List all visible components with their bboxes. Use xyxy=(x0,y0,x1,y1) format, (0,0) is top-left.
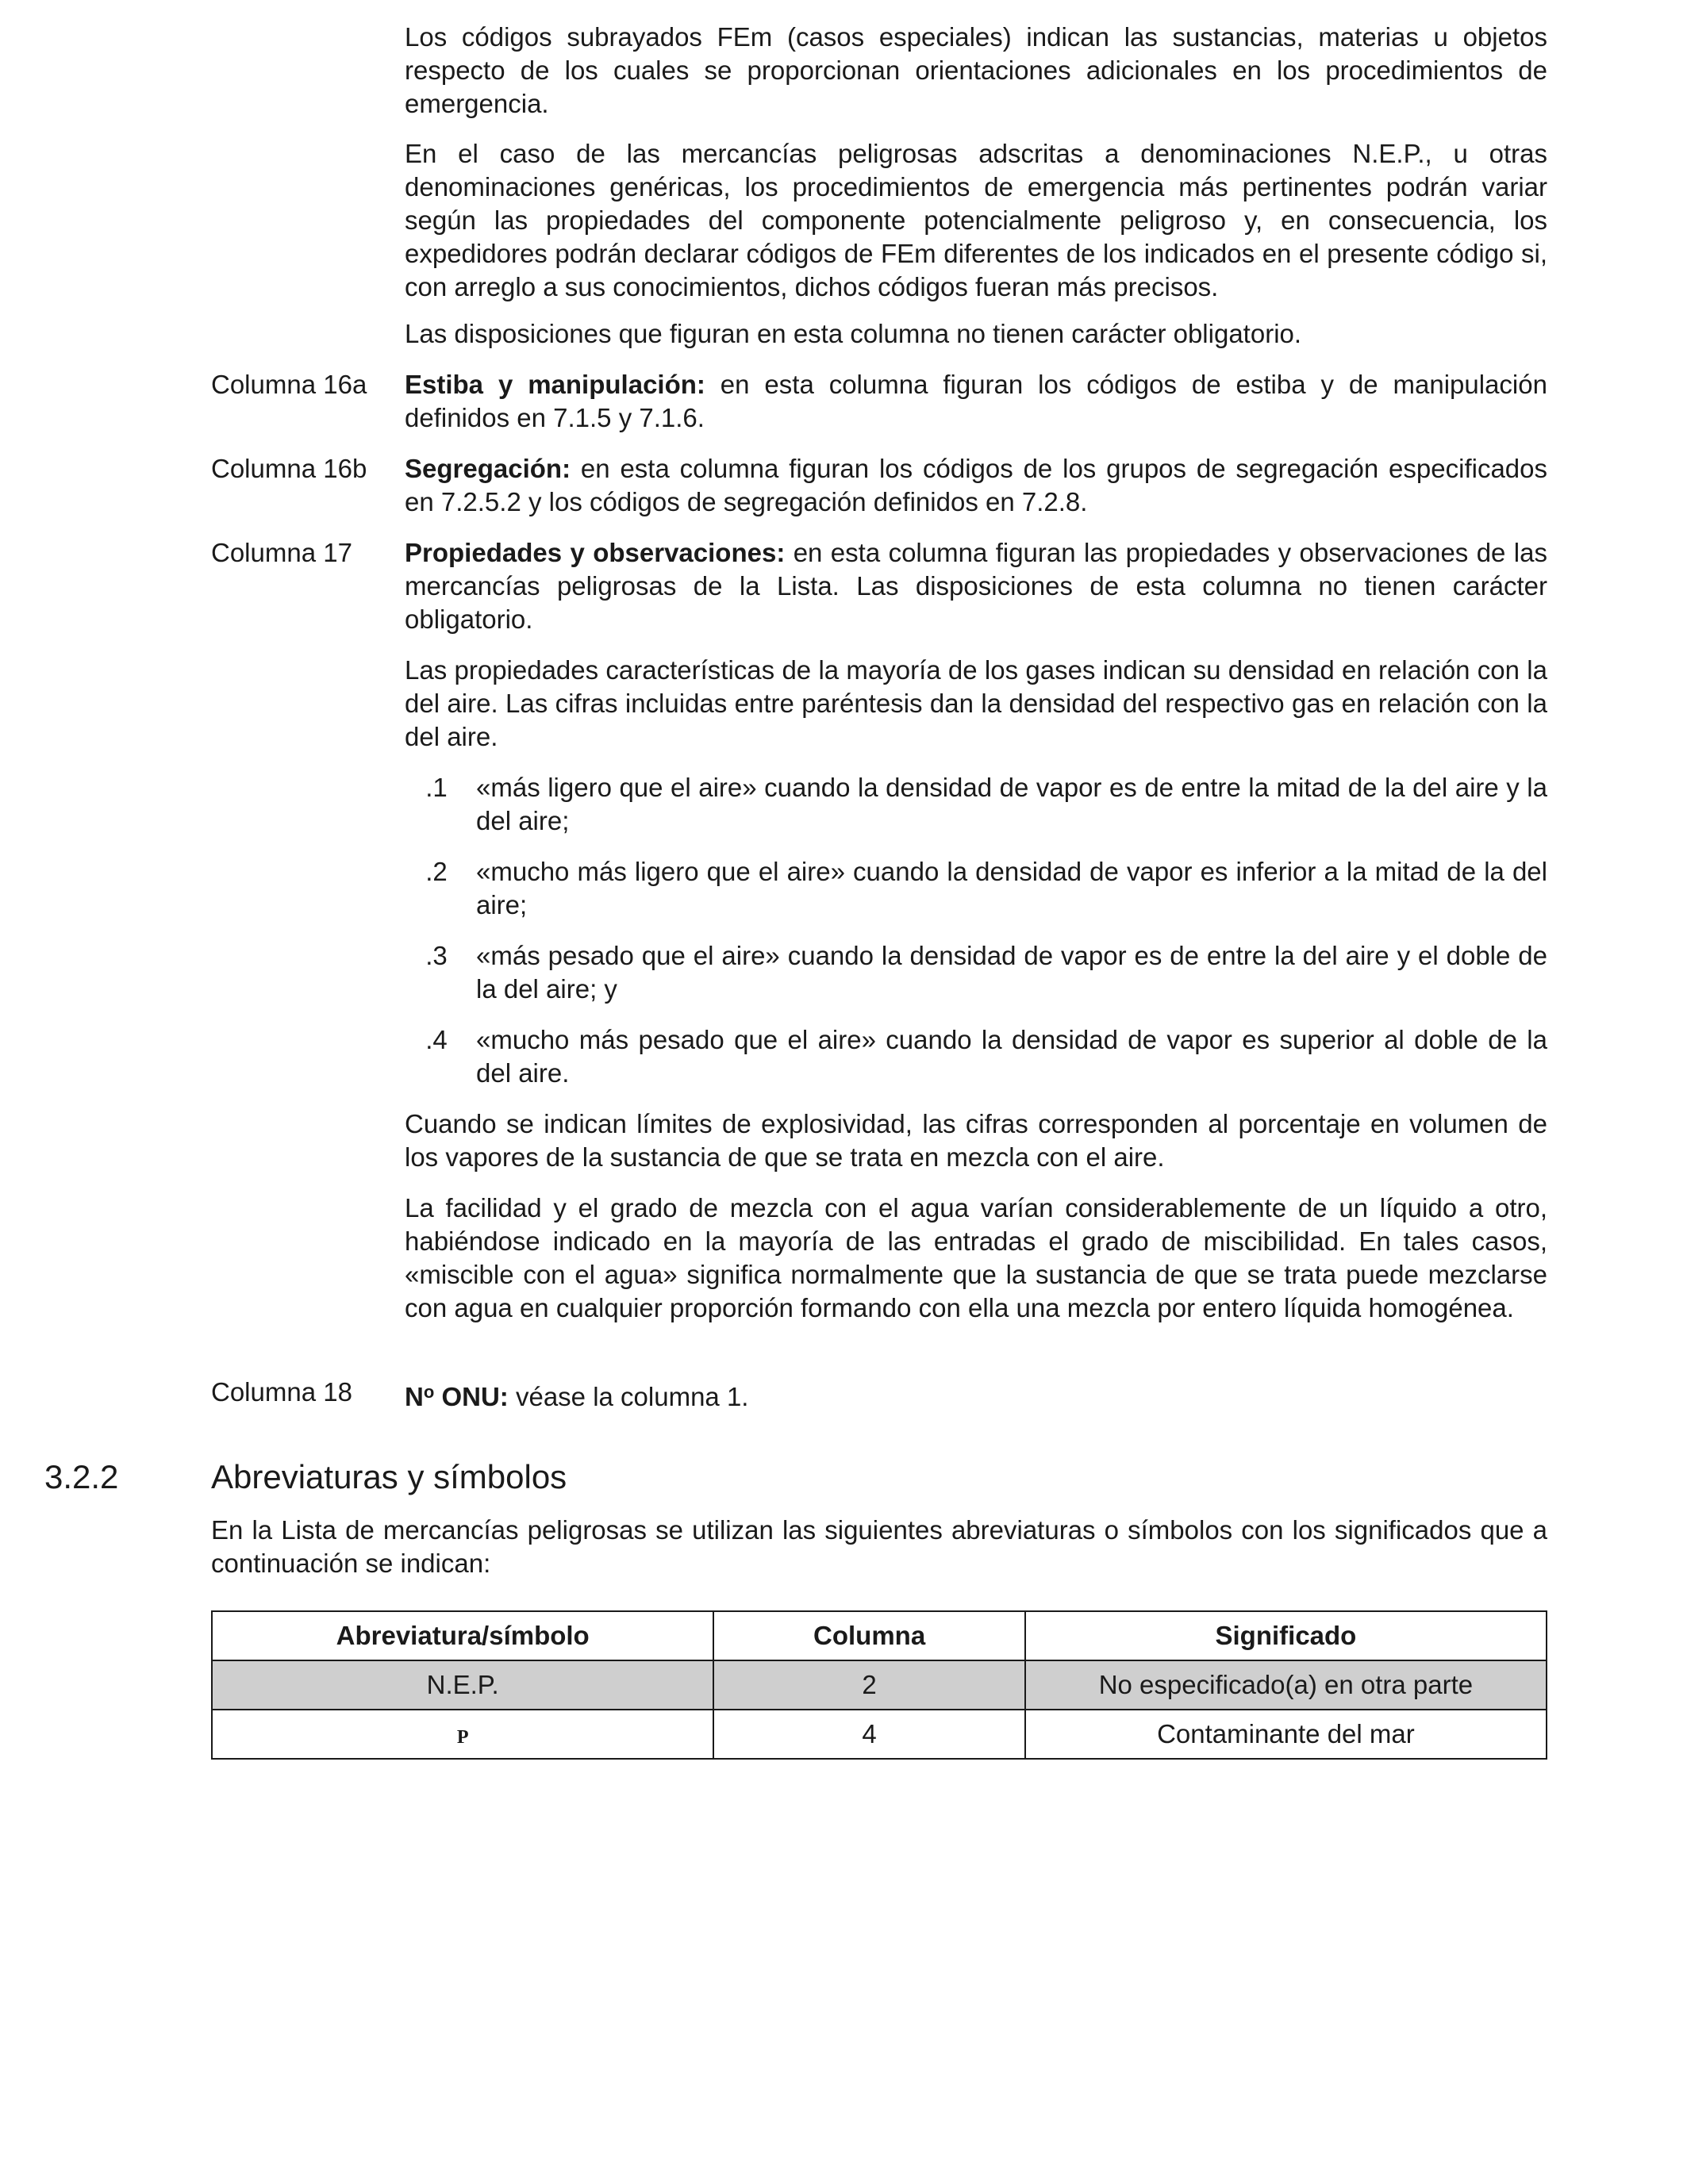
list-text: «más ligero que el aire» cuando la densidad de vapor es de entre la mitad de la del aire y la del aire; xyxy=(476,773,1547,835)
column-16b-label: Columna 16b xyxy=(211,454,367,483)
column-16b-description xyxy=(405,452,1547,519)
column-16a-term: Estiba y manipulación: xyxy=(405,370,705,399)
cell-meaning: No especificado(a) en otra parte xyxy=(1025,1660,1547,1710)
miscibility-paragraph: La facilidad y el grado de mezcla con el agua varían considerablemente de un líquido a otro, habiéndose indicado en la mayoría de las entradas el grado de miscibilidad. En tales casos, «miscible con el agua» significa normalmente que la sustancia de que se trata puede mezclarse con agua en cualquier proporción formando con ella una mezcla por entero líquida homogénea. xyxy=(405,1193,1547,1322)
fem-underlined-paragraph: Los códigos subrayados FEm (casos especiales) indican las sustancias, materias u objetos respecto de los cuales se proporcionan orientaciones adicionales en los procedimientos de emergencia. xyxy=(405,22,1547,118)
list-text: «mucho más ligero que el aire» cuando la densidad de vapor es inferior a la mitad de la del aire; xyxy=(476,857,1547,919)
section-intro: En la Lista de mercancías peligrosas se utilizan las siguientes abreviaturas o símbolos con los significados que a continuación se indican: xyxy=(211,1515,1547,1578)
column-17-text: en esta columna figuran las propiedades y observaciones de las mercancías peligrosas de la Lista. Las disposiciones de esta columna no tienen carácter obligatorio. xyxy=(405,538,1547,634)
column-18-label: Columna 18 xyxy=(211,1377,352,1407)
column-16a-label: Columna 16a xyxy=(211,370,367,399)
marine-pollutant-symbol: P xyxy=(456,1727,469,1748)
column-17-label: Columna 17 xyxy=(211,538,352,567)
column-17-term: Propiedades y observaciones: xyxy=(405,538,786,567)
column-18-term: $N^o$ ONU: xyxy=(405,1382,509,1411)
list-number: .4 xyxy=(425,1025,448,1054)
list-text: «mucho más pesado que el aire» cuando la densidad de vapor es superior al doble de la del aire. xyxy=(476,1025,1547,1088)
header-abbreviation: Abreviatura/símbolo xyxy=(212,1611,713,1660)
list-number: .2 xyxy=(425,857,448,886)
column-18-text: véase la columna 1. xyxy=(508,1382,749,1411)
column-18-description xyxy=(405,1376,1547,1414)
column-16b-term: Segregación: xyxy=(405,454,571,483)
list-text: «más pesado que el aire» cuando la densidad de vapor es de entre la del aire y el doble de la del aire; y xyxy=(476,941,1547,1004)
section-number: 3.2.2 xyxy=(44,1458,119,1495)
table-header-row xyxy=(212,1611,1547,1660)
gases-paragraph: Las propiedades características de la mayoría de los gases indican su densidad en relación con la del aire. Las cifras incluidas entre paréntesis dan la densidad del respectivo gas en relación con la del aire. xyxy=(405,655,1547,751)
list-number: .3 xyxy=(425,941,448,970)
table-row xyxy=(212,1660,1547,1710)
column-17-description xyxy=(405,536,1547,636)
column-16a-text: en esta columna figuran los códigos de estiba y de manipulación definidos en 7.1.5 y 7.1.6. xyxy=(405,370,1547,432)
cell-column: 4 xyxy=(713,1710,1024,1759)
fem-not-mandatory-paragraph: Las disposiciones que figuran en esta columna no tienen carácter obligatorio. xyxy=(405,319,1302,348)
table-row xyxy=(212,1710,1547,1759)
section-title: Abreviaturas y símbolos xyxy=(211,1458,567,1495)
fem-nep-paragraph: En el caso de las mercancías peligrosas adscritas a denominaciones N.E.P., u otras denominaciones genéricas, los procedimientos de emergencia más pertinentes podrán variar según las propiedades del componente potencialmente peligroso y, en consecuencia, los expedidores podrán declarar códigos de FEm diferentes de los indicados en el presente código si, con arreglo a sus conocimientos, dichos códigos fueran más precisos. xyxy=(405,139,1547,301)
cell-abbreviation xyxy=(212,1710,713,1759)
abbreviations-table xyxy=(211,1610,1547,1760)
header-meaning: Significado xyxy=(1025,1611,1547,1660)
cell-meaning: Contaminante del mar xyxy=(1025,1710,1547,1759)
explosive-limits-paragraph: Cuando se indican límites de explosividad, las cifras corresponden al porcentaje en volumen de los vapores de la sustancia de que se trata en mezcla con el aire. xyxy=(405,1109,1547,1172)
header-column: Columna xyxy=(713,1611,1024,1660)
list-number: .1 xyxy=(425,773,448,802)
cell-column: 2 xyxy=(713,1660,1024,1710)
cell-abbreviation: N.E.P. xyxy=(212,1660,713,1710)
column-16b-text: en esta columna figuran los códigos de los grupos de segregación especificados en 7.2.5.2 y los códigos de segregación definidos en 7.2.8. xyxy=(405,454,1547,516)
column-16a-description xyxy=(405,368,1547,435)
